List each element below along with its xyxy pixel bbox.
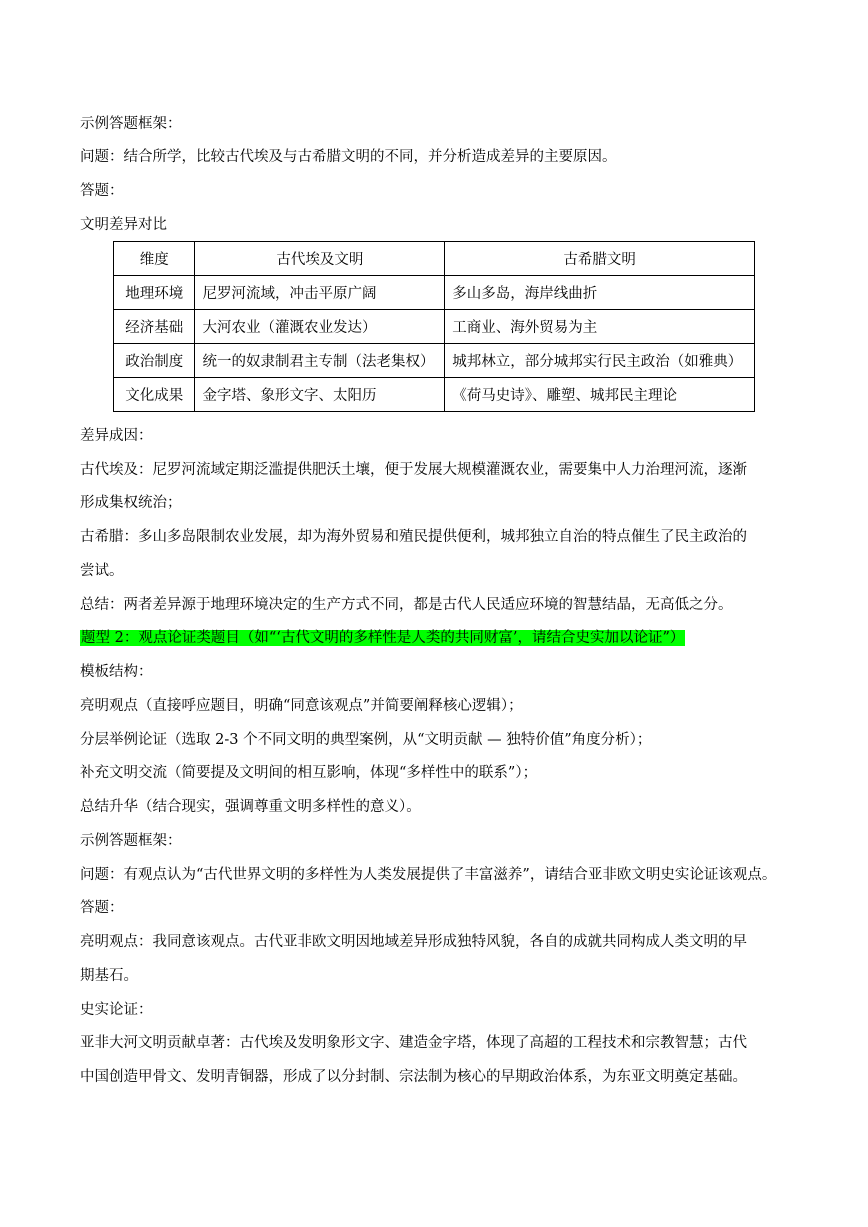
answer-label: 答题： [80,900,124,916]
greece-paragraph-line: 尝试。 [80,563,124,579]
table-row [114,378,755,412]
table-title: 文明差异对比 [80,217,167,233]
table-cell: 城邦林立，部分城邦实行民主政治（如雅典） [445,344,755,378]
question-text: 问题：有观点认为“古代世界文明的多样性为人类发展提供了丰富滋养”，请结合亚非欧文明史实论证该观点。 [80,867,777,883]
table-cell: 《荷马史诗》、雕塑、城邦民主理论 [445,378,755,412]
table-cell: 工商业、海外贸易为主 [445,310,755,344]
evidence-paragraph-line: 中国创造甲骨文、发明青铜器，形成了以分封制、宗法制为核心的早期政治体系，为东亚文明奠定基础。 [80,1069,747,1085]
table-cell: 大河农业（灌溉农业发达） [195,310,445,344]
egypt-paragraph-line: 古代埃及：尼罗河流域定期泛滥提供肥沃土壤，便于发展大规模灌溉农业，需要集中人力治理河流，逐渐 [80,462,747,478]
table-cell: 统一的奴隶制君主专制（法老集权） [195,344,445,378]
table-cell: 金字塔、象形文字、太阳历 [195,378,445,412]
template-step: 补充文明交流（简要提及文明间的相互影响，体现“多样性中的联系”）； [80,765,538,781]
evidence-label: 史实论证： [80,1002,153,1018]
cause-label: 差异成因： [80,428,153,444]
table-cell: 文化成果 [114,378,195,412]
egypt-paragraph-line: 形成集权统治； [80,495,182,511]
greece-paragraph-line: 古希腊：多山多岛限制农业发展，却为海外贸易和殖民提供便利，城邦独立自治的特点催生了民主政治的 [80,529,747,545]
table-header-row [114,242,755,276]
table-cell: 政治制度 [114,344,195,378]
table-row [114,276,755,310]
table-header-cell: 古希腊文明 [445,242,755,276]
framework-label: 示例答题框架： [80,833,182,849]
table-cell: 尼罗河流域，冲击平原广阔 [195,276,445,310]
view-paragraph-line: 期基石。 [80,968,138,984]
table-row [114,310,755,344]
table-header-cell: 维度 [114,242,195,276]
view-paragraph-line: 亮明观点：我同意该观点。古代亚非欧文明因地域差异形成独特风貌，各自的成就共同构成人类文明的早 [80,934,747,950]
template-step: 亮明观点（直接呼应题目，明确“同意该观点”并简要阐释核心逻辑）； [80,698,523,714]
section-heading-highlight: 题型 2：观点论证类题目（如“‘古代文明的多样性是人类的共同财富’，请结合史实加以论证”） [81,630,685,646]
section-heading [80,630,795,646]
summary-text: 总结：两者差异源于地理环境决定的生产方式不同，都是古代人民适应环境的智慧结晶，无高低之分。 [80,597,733,613]
question-text: 问题：结合所学，比较古代埃及与古希腊文明的不同，并分析造成差异的主要原因。 [80,149,617,165]
table-header-cell: 古代埃及文明 [195,242,445,276]
table-cell: 地理环境 [114,276,195,310]
evidence-paragraph-line: 亚非大河文明贡献卓著：古代埃及发明象形文字、建造金字塔，体现了高超的工程技术和宗教智慧；古代 [80,1035,747,1051]
table-row [114,344,755,378]
template-step: 分层举例论证（选取 2-3 个不同文明的典型案例，从“文明贡献 — 独特价值”角度分析）； [80,732,652,748]
template-label: 模板结构： [80,664,153,680]
table-cell: 多山多岛，海岸线曲折 [445,276,755,310]
framework-label: 示例答题框架： [80,116,182,132]
answer-label: 答题： [80,183,124,199]
template-step: 总结升华（结合现实，强调尊重文明多样性的意义）。 [80,799,421,815]
table-cell: 经济基础 [114,310,195,344]
comparison-table [113,241,755,412]
